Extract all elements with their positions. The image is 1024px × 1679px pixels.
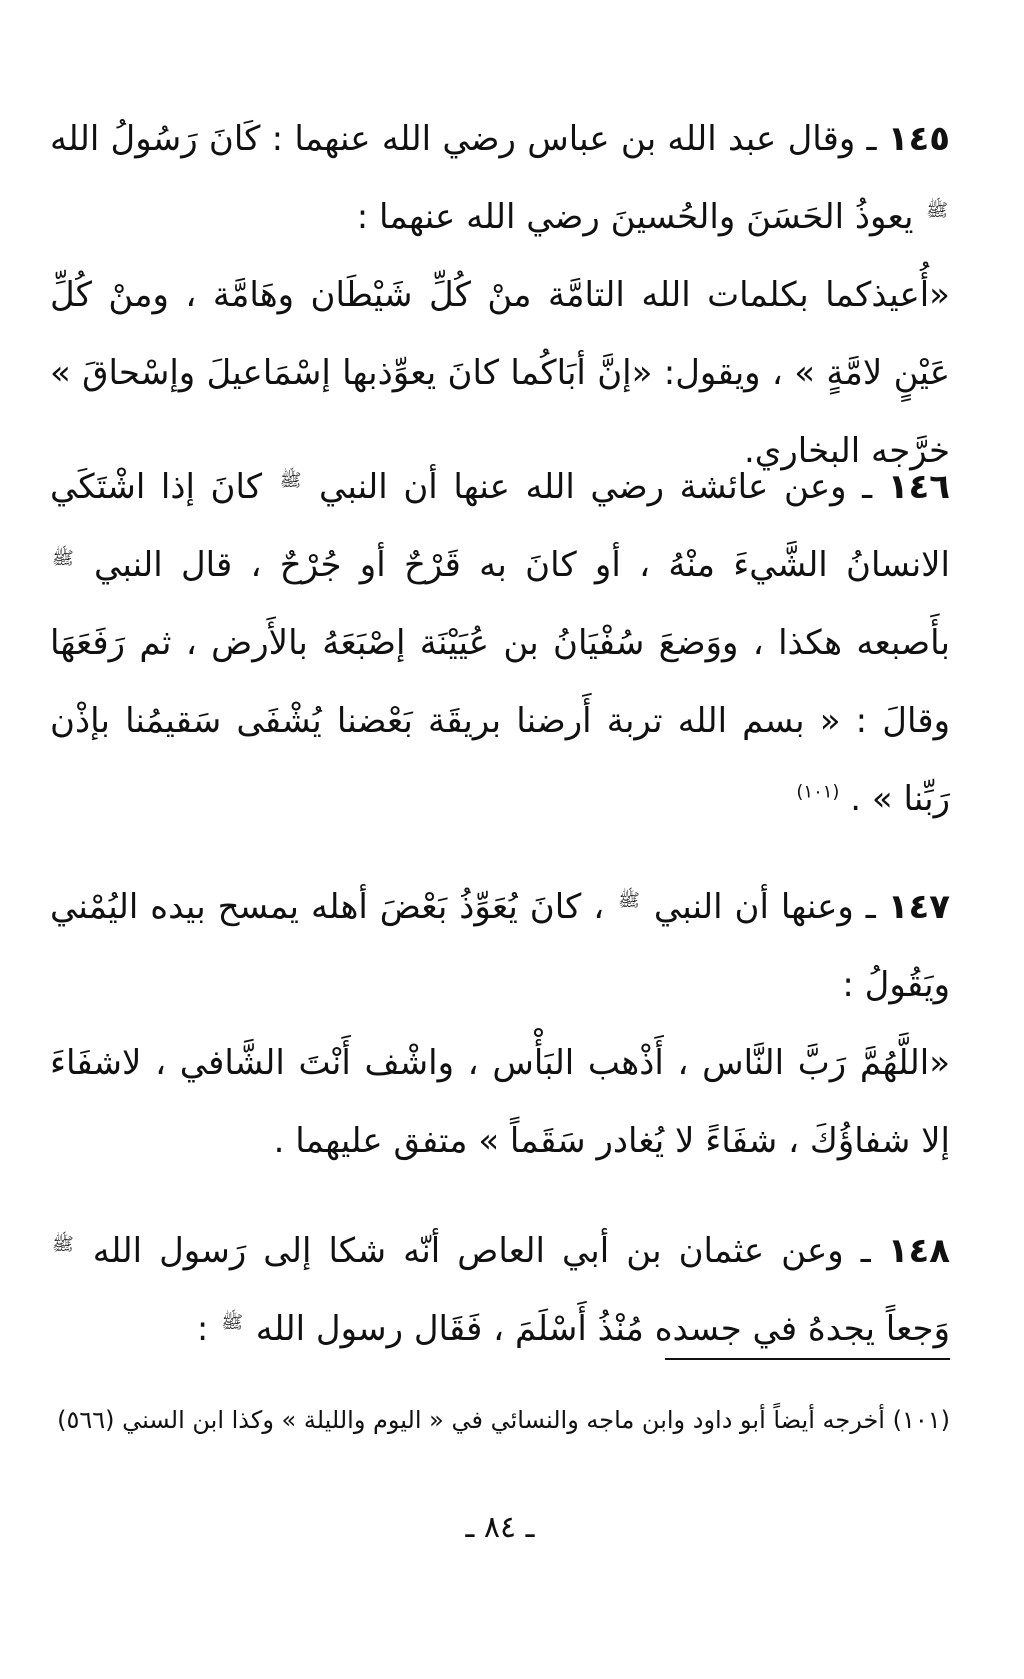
page-number: ـ ٨٤ ـ bbox=[465, 1510, 535, 1545]
hadith-number: ١٤٧ bbox=[887, 887, 950, 927]
hadith-text: «اللَّهُمَّ رَبَّ النَّاس ، أَذْهب البَأْس ، واشْف أَنْتَ الشَّافي ، لاشفَاءَ إلا شفاؤُكَ ، شفَاءً لا يُغادر سَقَماً » متفق عليهما . bbox=[50, 1043, 950, 1161]
hadith-intro: ـ وقال عبد الله بن عباس رضي الله عنهما : كَانَ رَسُولُ الله bbox=[50, 119, 877, 159]
salawat-glyph: ﷺ bbox=[618, 889, 640, 911]
hadith-148 bbox=[50, 1212, 950, 1368]
hadith-number: ١٤٦ bbox=[887, 467, 950, 507]
hadith-intro-end: ، كانَ يُعَوِّذُ بَعْضَ أهله يمسح بيده اليُمْني ويَقُولُ : bbox=[50, 887, 950, 1005]
hadith-146 bbox=[50, 448, 950, 838]
hadith-146-paragraph bbox=[50, 448, 950, 838]
hadith-147 bbox=[50, 868, 950, 1180]
footnote-reference[interactable]: (١٠١) bbox=[796, 781, 840, 803]
hadith-intro: ـ وعن عثمان بن أبي العاص أنّه شكا إلى رَسول الله bbox=[92, 1231, 871, 1271]
salawat-glyph: ﷺ bbox=[926, 199, 948, 221]
salawat-glyph: ﷺ bbox=[221, 1311, 243, 1333]
hadith-number: ١٤٨ bbox=[887, 1231, 951, 1271]
hadith-text: كانَ إذا اشْتَكَي الانسانُ الشَّيءَ منْهُ ، أو كانَ به قَرْحٌ أو جُرْحٌ ، قال النبي bbox=[50, 467, 950, 585]
hadith-147-paragraph bbox=[50, 868, 950, 1024]
hadith-intro: ـ وعن عائشة رضي الله عنها أن النبي bbox=[319, 467, 873, 507]
book-page bbox=[40, 0, 960, 1679]
salawat-glyph: ﷺ bbox=[279, 469, 302, 491]
footnote-101: (١٠١) أخرجه أيضاً أبو داود وابن ماجه والنسائي في « اليوم والليلة » وكذا ابن السني (٥٦٦) bbox=[57, 1406, 950, 1434]
hadith-145-paragraph bbox=[50, 100, 950, 256]
hadith-intro: ـ وعنها أن النبي bbox=[653, 887, 876, 927]
hadith-text-continued: بأَصبعه هكذا ، ووَضعَ سُفْيَانُ بن عُيَيْنَة إصْبَعَهُ بالأَرض ، ثم رَفَعَهَا وقالَ : « بسم الله تربة أَرضنا بريقَة بَعْضنا يُشْفَى سَقيمُنا بإذْن رَبِّنا » . bbox=[50, 623, 950, 819]
salawat-glyph: ﷺ bbox=[52, 1233, 74, 1255]
hadith-text: : bbox=[196, 1309, 209, 1349]
hadith-text: «أُعيذكما بكلمات الله التامَّة منْ كُلِّ شَيْطَان وهَامَّة ، ومنْ كُلِّ عَيْنٍ لامَّةٍ » ، ويقول: «إنَّ أبَاكُما كانَ يعوِّذبها إسْمَاعيلَ وإسْحاقَ » خرَّجه البخاري. bbox=[50, 275, 950, 471]
footnote-divider bbox=[665, 1358, 950, 1360]
hadith-145 bbox=[50, 100, 950, 490]
hadith-intro-end: وَجعاً يجدهُ في جسده مُنْذُ أَسْلَمَ ، فَقَال رسول الله bbox=[255, 1309, 950, 1349]
salawat-glyph: ﷺ bbox=[52, 547, 74, 569]
hadith-148-paragraph bbox=[50, 1212, 950, 1368]
hadith-number: ١٤٥ bbox=[887, 119, 950, 159]
hadith-147-text bbox=[50, 1024, 950, 1180]
hadith-intro-end: يعوذُ الحَسَنَ والحُسينَ رضي الله عنهما : bbox=[356, 197, 914, 237]
